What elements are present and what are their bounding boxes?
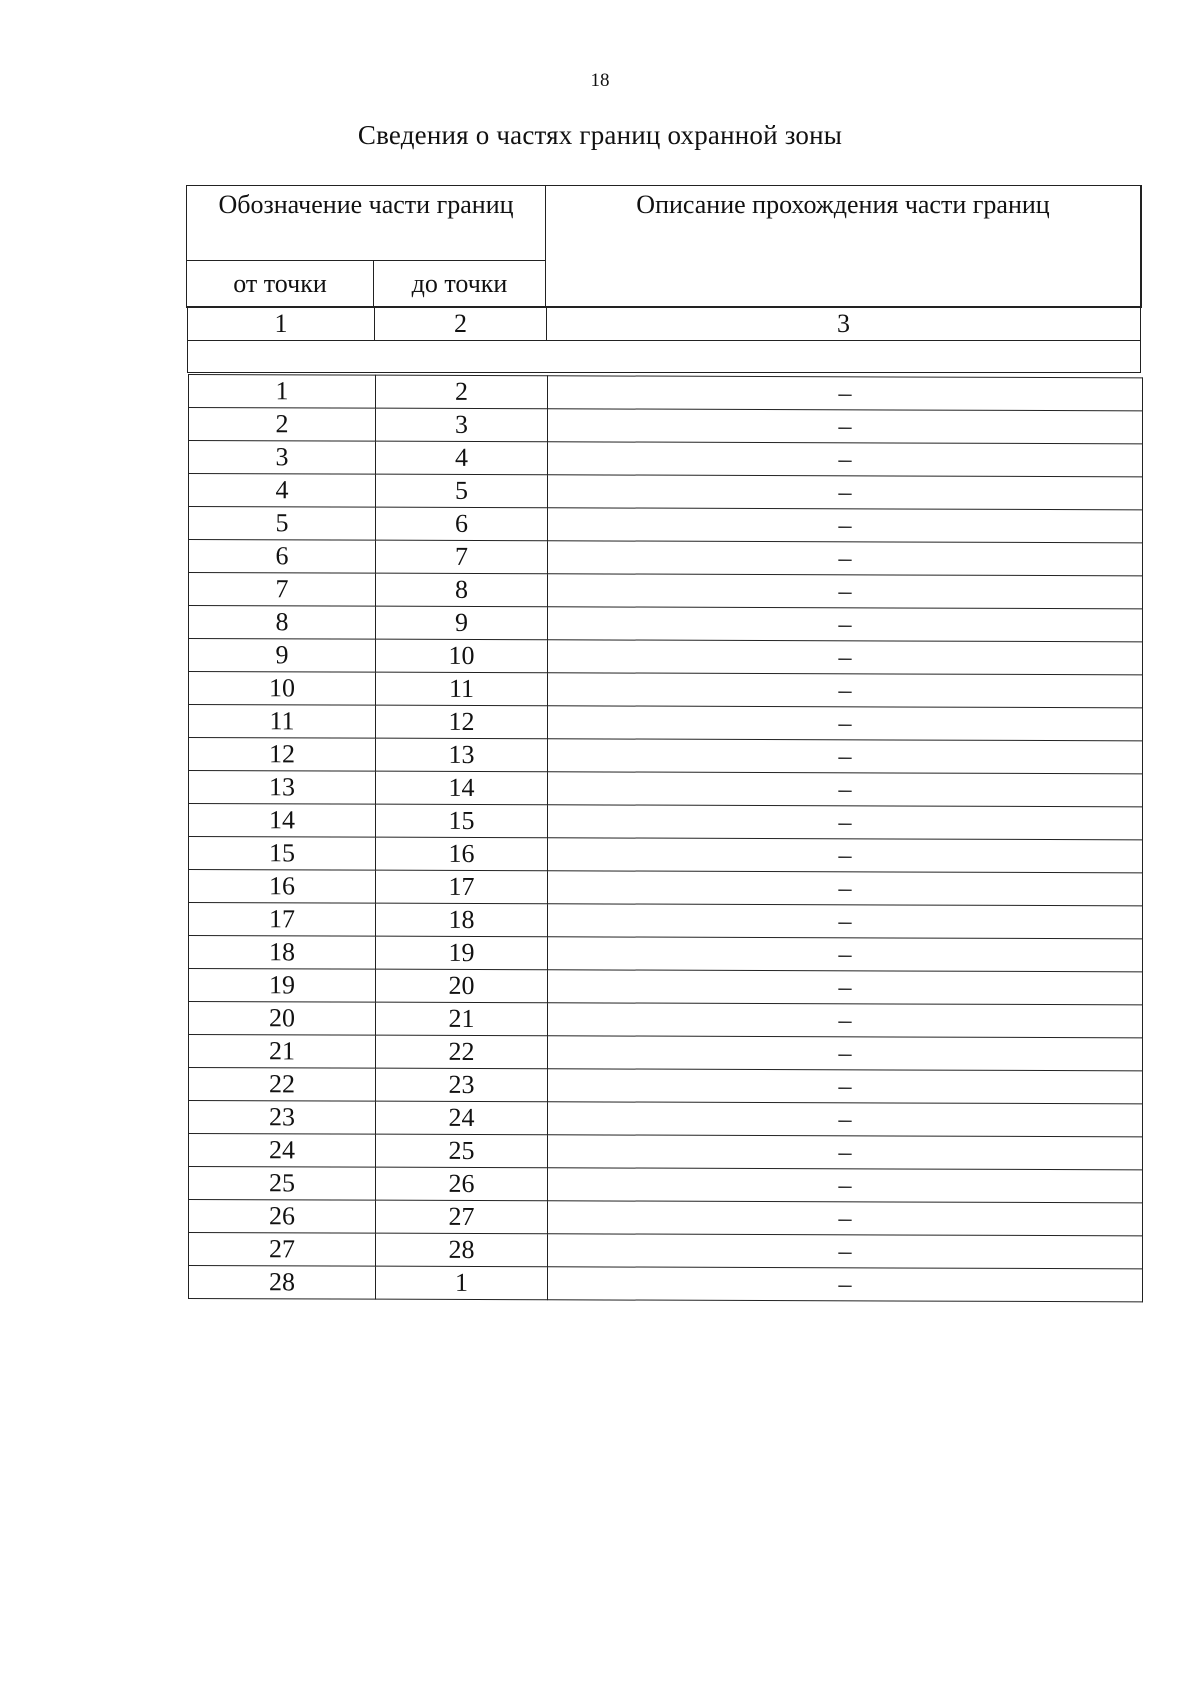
- table-row: [189, 1200, 1143, 1236]
- cell-to-point: 18: [376, 903, 548, 937]
- cell-from-point: 22: [189, 1068, 376, 1102]
- table-row: [189, 1002, 1143, 1038]
- page-number: 18: [590, 70, 610, 91]
- cell-description: –: [548, 1267, 1143, 1302]
- cell-description: –: [548, 904, 1143, 939]
- cell-description: –: [548, 1201, 1143, 1236]
- cell-from-point: 28: [189, 1266, 376, 1300]
- cell-from-point: 16: [189, 870, 376, 904]
- table-row: [189, 606, 1143, 642]
- table-row: [189, 1167, 1143, 1203]
- cell-to-point: 8: [376, 573, 548, 607]
- cell-from-point: 17: [189, 903, 376, 937]
- cell-description: –: [548, 1135, 1143, 1170]
- cell-from-point: 13: [189, 771, 376, 805]
- table-row: [189, 738, 1143, 774]
- cell-description: –: [548, 574, 1143, 609]
- column-number: 3: [547, 307, 1141, 341]
- cell-to-point: 28: [376, 1233, 548, 1267]
- cell-to-point: 3: [376, 408, 548, 442]
- table-row: [189, 507, 1143, 543]
- table-row: [189, 639, 1143, 675]
- cell-to-point: 6: [376, 507, 548, 541]
- cell-description: –: [548, 541, 1143, 576]
- cell-to-point: 23: [376, 1068, 548, 1102]
- cell-to-point: 26: [376, 1167, 548, 1201]
- cell-from-point: 27: [189, 1233, 376, 1267]
- cell-description: –: [548, 640, 1143, 675]
- cell-from-point: 12: [189, 738, 376, 772]
- cell-from-point: 10: [189, 672, 376, 706]
- cell-to-point: 4: [376, 441, 548, 475]
- cell-description: –: [548, 1036, 1143, 1071]
- cell-to-point: 7: [376, 540, 548, 574]
- cell-from-point: 25: [189, 1167, 376, 1201]
- cell-to-point: 16: [376, 837, 548, 871]
- column-number: 2: [375, 307, 547, 341]
- header-designation: Обозначение части границ: [187, 186, 546, 261]
- cell-from-point: 2: [189, 408, 376, 442]
- cell-description: –: [548, 475, 1143, 510]
- cell-from-point: 4: [189, 474, 376, 508]
- cell-to-point: 19: [376, 936, 548, 970]
- cell-from-point: 9: [189, 639, 376, 673]
- cell-from-point: 6: [189, 540, 376, 574]
- cell-to-point: 11: [376, 672, 548, 706]
- cell-to-point: 24: [376, 1101, 548, 1135]
- table-row: [189, 441, 1143, 477]
- cell-from-point: 3: [189, 441, 376, 475]
- header-description: Описание прохождения части границ: [546, 186, 1142, 308]
- cell-to-point: 13: [376, 738, 548, 772]
- cell-from-point: 14: [189, 804, 376, 838]
- table-row: [189, 837, 1143, 873]
- cell-to-point: 17: [376, 870, 548, 904]
- table-row: [189, 936, 1143, 972]
- cell-to-point: 27: [376, 1200, 548, 1234]
- cell-description: –: [548, 838, 1143, 873]
- cell-description: –: [548, 1003, 1143, 1038]
- boundary-header-table: [186, 185, 1142, 308]
- cell-to-point: 21: [376, 1002, 548, 1036]
- cell-description: –: [548, 706, 1143, 741]
- table-row: [189, 804, 1143, 840]
- cell-from-point: 18: [189, 936, 376, 970]
- cell-description: –: [548, 937, 1143, 972]
- cell-description: –: [548, 772, 1143, 807]
- cell-description: –: [548, 1102, 1143, 1137]
- cell-from-point: 8: [189, 606, 376, 640]
- cell-description: –: [548, 739, 1143, 774]
- cell-from-point: 1: [189, 375, 376, 409]
- cell-to-point: 14: [376, 771, 548, 805]
- table-row: [189, 1233, 1143, 1269]
- boundary-parts-table: [188, 374, 1143, 1302]
- column-number-table: [187, 306, 1141, 373]
- cell-from-point: 26: [189, 1200, 376, 1234]
- table-row: [189, 1266, 1143, 1302]
- table-row: [189, 540, 1143, 576]
- cell-to-point: 25: [376, 1134, 548, 1168]
- cell-to-point: 22: [376, 1035, 548, 1069]
- table-row: [189, 408, 1143, 444]
- cell-to-point: 5: [376, 474, 548, 508]
- table-row: [189, 1068, 1143, 1104]
- table-row: [189, 1035, 1143, 1071]
- column-number: 1: [188, 307, 375, 341]
- table-row: [189, 969, 1143, 1005]
- table-row: [189, 1101, 1143, 1137]
- table-row: [189, 375, 1143, 411]
- cell-to-point: 1: [376, 1266, 548, 1300]
- cell-description: –: [548, 805, 1143, 840]
- header-from-point: от точки: [187, 261, 374, 308]
- table-row: [189, 771, 1143, 807]
- table-row: [189, 1134, 1143, 1170]
- cell-description: –: [548, 970, 1143, 1005]
- boundary-rows: [189, 375, 1143, 1302]
- table-row: [189, 573, 1143, 609]
- cell-from-point: 21: [189, 1035, 376, 1069]
- table-row: [189, 705, 1143, 741]
- cell-from-point: 11: [189, 705, 376, 739]
- cell-description: –: [548, 508, 1143, 543]
- cell-description: –: [548, 1069, 1143, 1104]
- table-row: [189, 672, 1143, 708]
- cell-description: –: [548, 1168, 1143, 1203]
- cell-from-point: 23: [189, 1101, 376, 1135]
- blank-row: [188, 341, 1141, 373]
- cell-description: –: [548, 871, 1143, 906]
- header-to-point: до точки: [374, 261, 546, 308]
- cell-from-point: 20: [189, 1002, 376, 1036]
- cell-description: –: [548, 442, 1143, 477]
- cell-from-point: 7: [189, 573, 376, 607]
- cell-to-point: 2: [376, 375, 548, 409]
- cell-from-point: 24: [189, 1134, 376, 1168]
- cell-to-point: 12: [376, 705, 548, 739]
- cell-from-point: 15: [189, 837, 376, 871]
- cell-description: –: [548, 1234, 1143, 1269]
- table-row: [189, 474, 1143, 510]
- cell-description: –: [548, 673, 1143, 708]
- cell-from-point: 5: [189, 507, 376, 541]
- table-row: [189, 903, 1143, 939]
- cell-description: –: [548, 376, 1143, 411]
- cell-to-point: 10: [376, 639, 548, 673]
- cell-description: –: [548, 409, 1143, 444]
- table-row: [189, 870, 1143, 906]
- cell-from-point: 19: [189, 969, 376, 1003]
- cell-to-point: 15: [376, 804, 548, 838]
- cell-to-point: 9: [376, 606, 548, 640]
- cell-to-point: 20: [376, 969, 548, 1003]
- cell-description: –: [548, 607, 1143, 642]
- page-title: Сведения о частях границ охранной зоны: [357, 120, 843, 150]
